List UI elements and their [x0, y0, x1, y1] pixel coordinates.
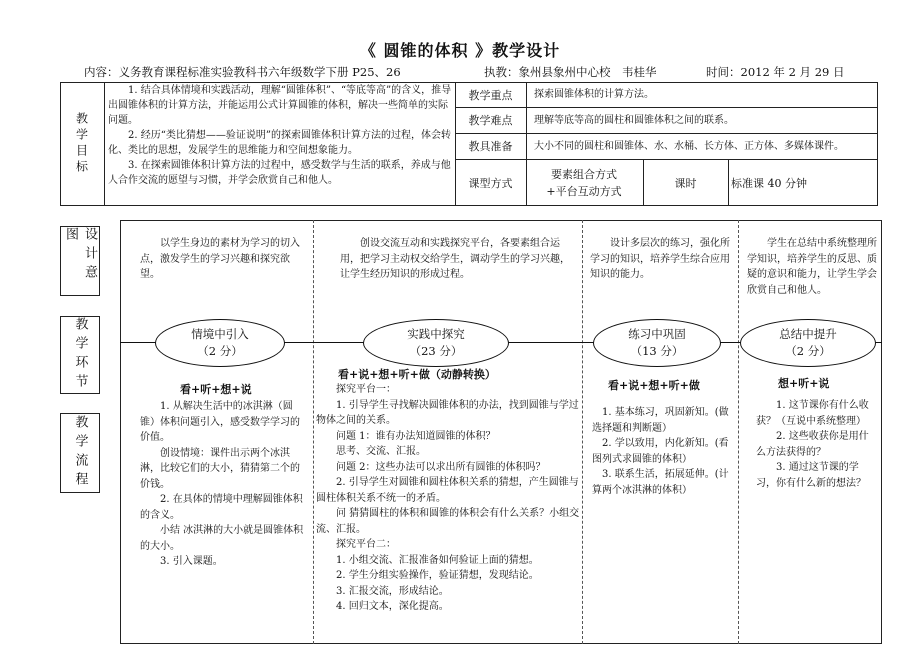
key-point-label: 教学重点 — [468, 88, 513, 102]
flow-col3-heading: 看+说+想+听+做 — [608, 379, 700, 392]
teaching-stage-label: 教学环节 — [72, 317, 88, 393]
list-item: 3. 引入课题。 — [160, 556, 223, 567]
stage-summary-name: 总结中提升 — [779, 327, 837, 341]
objective-3: 3. 在探索圆锥体积计算方法的过程中，感受数学与生活的联系，养成与他人合作交流的愿望与习惯，并学会欣赏自己和他人。 — [108, 160, 451, 186]
list-item: 1. 引导学生寻找解决圆锥体积的办法，找到圆锥与学过物体之间的关系。 — [316, 399, 579, 426]
column-divider — [313, 220, 314, 644]
list-item: 3. 通过这节课的学习，你有什么新的想法？ — [756, 462, 866, 489]
flow-col1-content — [140, 399, 306, 570]
list-item: 问题 1：谁有办法知道圆锥的体积？ — [336, 430, 496, 442]
list-item: 探究平台一： — [336, 384, 396, 395]
stage-explore-time: （23 分） — [409, 344, 463, 358]
list-item: 2. 学生分组实验操作，验证猜想，发现结论。 — [336, 570, 539, 581]
objective-1: 1. 结合具体情境和实践活动，理解“圆锥体积”、“等底等高”的含义，推导出圆锥体积的计算方法，并能运用公式计算圆锥的体积，解决一些简单的实际问题。 — [108, 85, 452, 126]
flow-col4-content — [756, 398, 874, 491]
flow-col4-heading: 想+听+说 — [778, 377, 830, 390]
key-point-value: 探索圆锥体积的计算方法。 — [534, 89, 654, 100]
class-hours-value: 标准课 40 分钟 — [731, 176, 807, 190]
list-item: 小结 冰淇淋的大小就是圆锥体积的大小。 — [140, 525, 304, 552]
stage-intro-name: 情境中引入 — [191, 327, 249, 341]
list-item: 2. 在具体的情境中理解圆锥体积的含义。 — [140, 494, 303, 521]
intent-1: 以学生身边的素材为学习的切入点，激发学生的学习兴趣和探究欲望。 — [140, 238, 300, 280]
intent-3: 设计多层次的练习，强化所学习的知识，培养学生综合应用知识的能力。 — [590, 238, 730, 280]
stage-intro-time: （2 分） — [197, 344, 243, 358]
stage-intro-oval — [155, 319, 285, 367]
flow-col1-heading: 看+听+想+说 — [180, 383, 252, 396]
stage-explore-oval — [363, 319, 509, 367]
column-divider — [582, 220, 583, 644]
list-item: 1. 从解决生活中的冰淇淋（圆锥）体积问题引入，感受数学学习的价值。 — [140, 401, 300, 443]
stage-summary-oval — [740, 319, 876, 367]
objectives-label-cell — [60, 82, 105, 206]
list-item: 思考、交流、汇报。 — [336, 446, 426, 457]
intent-4: 学生在总结中系统整理所学知识，培养学生的反思、质疑的意识和能力，让学生学会欣赏自己和他人。 — [747, 238, 877, 296]
list-item: 创设情境：课件出示两个冰淇淋，比较它们的大小，猜猜第二个的价钱。 — [140, 447, 300, 490]
materials-label: 教具准备 — [468, 140, 513, 153]
content-info: 内容：义务教育课程标准实验教科书六年级数学下册 P25、26 — [84, 65, 401, 79]
list-item: 1. 这节课你有什么收获？（互说中系统整理） — [756, 400, 869, 427]
objectives-label: 教学目标 — [74, 112, 89, 176]
stage-summary-time: （2 分） — [785, 344, 831, 358]
difficulty-value: 理解等底等高的圆柱和圆锥体积之间的联系。 — [534, 115, 734, 126]
teaching-flow-label: 教学流程 — [72, 415, 88, 491]
list-item: 问 猜猜圆柱的体积和圆锥的体积会有什么关系？小组交流、汇报。 — [316, 508, 580, 535]
list-item: 2. 学以致用，内化新知。(看图列式求圆锥的体积） — [592, 438, 729, 465]
list-item: 2. 引导学生对圆锥和圆柱体积关系的猜想，产生圆锥与圆柱体积关系不统一的矛盾。 — [316, 477, 579, 504]
teaching-stage-box — [60, 316, 100, 394]
objectives-content — [108, 83, 452, 188]
time-info: 时间：2012 年 2 月 29 日 — [706, 65, 845, 79]
divider — [526, 82, 527, 206]
list-item: 2. 这些收获你是用什么方法获得的？ — [756, 431, 869, 458]
flow-col2-content — [316, 382, 580, 615]
difficulty-label: 教学难点 — [468, 114, 513, 127]
stage-practice-oval — [593, 319, 721, 367]
class-hours-label: 课时 — [674, 176, 697, 190]
teaching-flow-box — [60, 413, 100, 493]
stage-practice-time: （13 分） — [630, 344, 684, 358]
column-divider — [738, 220, 739, 644]
teacher-info: 执教：象州县象州中心校 韦桂华 — [484, 65, 657, 79]
objective-2: 2. 经历“类比猜想——验证说明”的探索圆锥体积计算方法的过程，体会转化、类比的思想，发展学生的思维能力和空间想象能力。 — [108, 130, 451, 156]
flow-col2-heading: 看+说+想+听+做（动静转换） — [338, 368, 496, 381]
flow-col3-content — [592, 405, 734, 498]
intent-2: 创设交流互动和实践探究平台，各要素组合运用，把学习主动权交给学生，调动学生的学习兴趣，让学生经历知识的形成过程。 — [340, 238, 570, 280]
stage-practice-name: 练习中巩固 — [628, 327, 686, 341]
lesson-type-line-2: +平台互动方式 — [546, 185, 622, 198]
lesson-type-label: 课型方式 — [468, 176, 513, 190]
list-item: 3. 联系生活，拓展延伸。(计算两个冰淇淋的体积） — [592, 469, 729, 496]
design-intent-box — [60, 226, 100, 296]
page-title: 《 圆锥的体积 》教学设计 — [359, 41, 561, 60]
lesson-type-value — [530, 166, 638, 200]
lesson-type-line-1: 要素组合方式 — [551, 168, 617, 181]
design-intent-label: 设计意图 — [63, 227, 97, 284]
list-item: 问题 2：这些办法可以求出所有圆锥的体积吗？ — [336, 461, 546, 473]
list-item: 3. 汇报交流，形成结论。 — [336, 585, 449, 597]
list-item: 探究平台二： — [336, 539, 396, 550]
materials-value: 大小不同的圆柱和圆锥体、水、水桶、长方体、正方体、多媒体课件。 — [534, 141, 844, 152]
list-item: 1. 基本练习，巩固新知。(做选择题和判断题） — [592, 407, 729, 434]
stage-explore-name: 实践中探究 — [407, 327, 465, 341]
list-item: 1. 小组交流、汇报准备如何验证上面的猜想。 — [336, 554, 539, 566]
list-item: 4. 回归文本，深化提高。 — [336, 601, 449, 612]
